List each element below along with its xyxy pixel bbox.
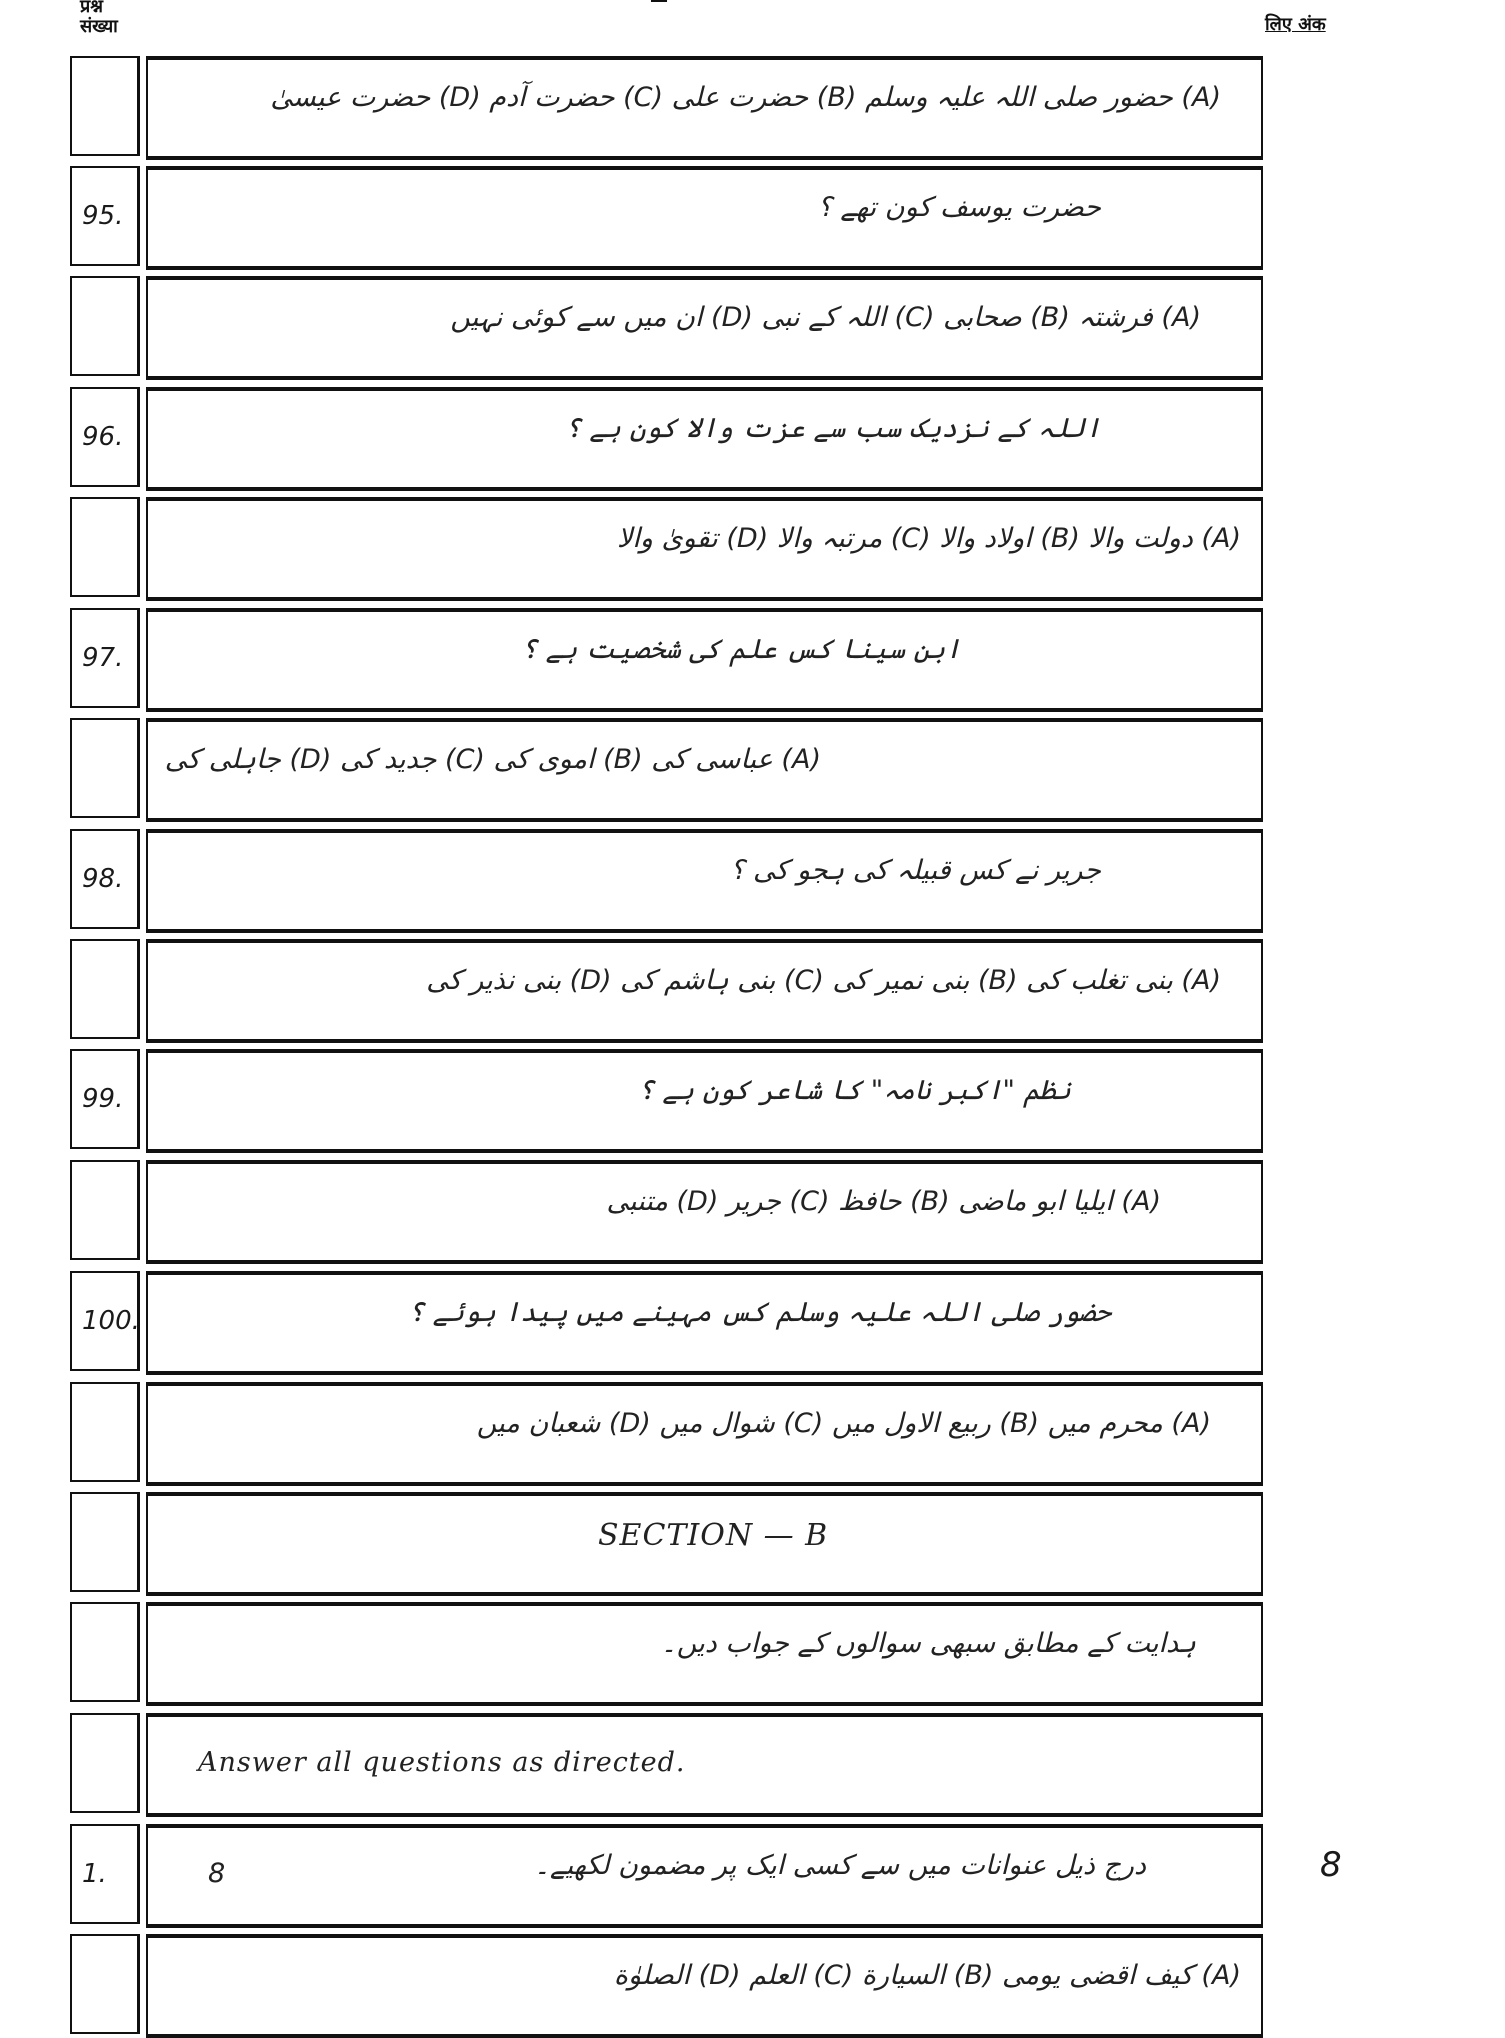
header-marks-label: लिए अंक — [1265, 14, 1326, 35]
table-row — [70, 166, 1263, 270]
table-row — [70, 939, 1263, 1043]
question-number — [70, 497, 140, 597]
table-row — [70, 387, 1263, 491]
question-number — [70, 1934, 140, 2034]
handwritten-text: SECTION — B — [598, 1518, 829, 1553]
handwritten-text: نظم "اکبر نامہ" کا شاعر کون ہے ؟ — [638, 1075, 1071, 1106]
handwritten-text: ہدایت کے مطابق سبھی سوالوں کے جواب دیں۔ — [660, 1628, 1196, 1659]
question-number — [70, 1713, 140, 1813]
question-cell — [146, 1271, 1263, 1375]
question-cell — [146, 497, 1263, 601]
margin-marks: 8 — [1320, 1845, 1342, 1885]
question-cell — [146, 166, 1263, 270]
question-cell — [146, 829, 1263, 933]
handwritten-text: (A) دولت والا (B) اولاد والا (C) مرتبہ والا (D) تقویٰ والا — [616, 523, 1241, 554]
question-number — [70, 1602, 140, 1702]
handwritten-text: (A) بنی تغلب کی (B) بنی نمیر کی (C) بنی ہاشم کی (D) بنی نذیر کی — [426, 965, 1221, 996]
table-row — [70, 1824, 1263, 1928]
question-cell — [146, 1382, 1263, 1486]
table-row — [70, 1382, 1263, 1486]
handwritten-text: ابن سینا کس علم کی شخصیت ہے ؟ — [521, 634, 961, 665]
question-number: 97. — [70, 608, 140, 708]
table-row — [70, 1160, 1263, 1264]
question-cell — [146, 1492, 1263, 1596]
question-number: 100. — [70, 1271, 140, 1371]
handwritten-text: حضور صلی اللہ علیہ وسلم کس مہینے میں پیدا ہوئے ؟ — [408, 1297, 1111, 1328]
question-number: 1. — [70, 1824, 140, 1924]
table-row — [70, 1713, 1263, 1817]
marks-value: 8 — [208, 1858, 226, 1889]
table-row — [70, 1492, 1263, 1596]
table-row — [70, 1271, 1263, 1375]
question-number — [70, 718, 140, 818]
table-row — [70, 1602, 1263, 1706]
question-number — [70, 56, 140, 156]
question-number — [70, 1492, 140, 1592]
handwritten-text: اللہ کے نزدیک سب سے عزت والا کون ہے ؟ — [564, 413, 1101, 444]
table-row — [70, 1934, 1263, 2038]
table-row — [70, 608, 1263, 712]
question-number — [70, 939, 140, 1039]
question-number: 96. — [70, 387, 140, 487]
question-cell — [146, 276, 1263, 380]
table-row — [70, 1049, 1263, 1153]
handwritten-text: (A) محرم میں (B) ربیع الاول میں (C) شوال میں (D) شعبان میں — [476, 1408, 1211, 1439]
handwritten-text: (A) کیف اقضی یومی (B) السیارة (C) العلم (D) الصلوٰة — [613, 1960, 1241, 1991]
question-cell — [146, 1824, 1263, 1928]
question-number: 95. — [70, 166, 140, 266]
handwritten-text: (A) ایلیا ابو ماضی (B) حافظ (C) جریر (D) متنبی — [606, 1186, 1161, 1217]
header-question-label-bottom: संख्या — [80, 16, 118, 37]
question-number — [70, 1160, 140, 1260]
handwritten-text: Answer all questions as directed. — [198, 1747, 686, 1778]
question-cell — [146, 387, 1263, 491]
header-center-mark: — — [650, 0, 668, 11]
question-number — [70, 276, 140, 376]
handwritten-text: (A) فرشتہ (B) صحابی (C) اللہ کے نبی (D) ان میں سے کوئی نہیں — [450, 302, 1201, 333]
question-cell — [146, 1602, 1263, 1706]
table-row — [70, 276, 1263, 380]
table-row — [70, 497, 1263, 601]
handwritten-text: حضرت یوسف کون تھے ؟ — [817, 192, 1101, 223]
question-number: 99. — [70, 1049, 140, 1149]
question-cell — [146, 939, 1263, 1043]
question-cell — [146, 56, 1263, 160]
question-cell — [146, 1713, 1263, 1817]
table-row — [70, 718, 1263, 822]
handwritten-text: (A) عباسی کی (B) اموی کی (C) جدید کی (D) جاہلی کی — [164, 744, 821, 775]
table-row — [70, 56, 1263, 160]
question-cell — [146, 1160, 1263, 1264]
question-number — [70, 1382, 140, 1482]
handwritten-text: (A) حضور صلی اللہ علیہ وسلم (B) حضرت علی (C) حضرت آدم (D) حضرت عیسیٰ — [270, 82, 1221, 113]
question-number: 98. — [70, 829, 140, 929]
handwritten-text: درج ذیل عنوانات میں سے کسی ایک پر مضمون لکھیے۔ — [534, 1850, 1146, 1881]
header-question-label-top: प्रश्न — [80, 0, 103, 17]
handwritten-text: جریر نے کس قبیلہ کی ہجو کی ؟ — [730, 855, 1101, 886]
question-cell — [146, 1049, 1263, 1153]
table-row — [70, 829, 1263, 933]
question-cell — [146, 718, 1263, 822]
question-cell — [146, 608, 1263, 712]
question-cell — [146, 1934, 1263, 2038]
